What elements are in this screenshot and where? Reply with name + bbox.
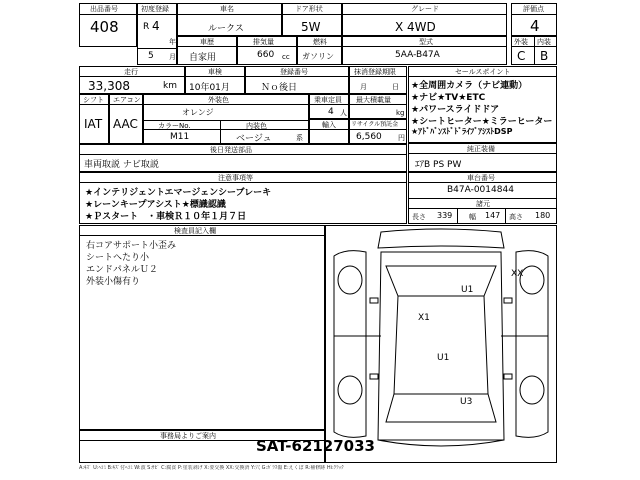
int-color-suffix: 系 [296, 134, 303, 142]
inspection-date: 10年01月 [189, 83, 230, 93]
color-label: 外装色 [208, 96, 229, 104]
capacity-unit: 人 [340, 109, 347, 117]
ac-box [109, 94, 143, 144]
score: 4 [530, 17, 540, 35]
recycle-amount: 6,560 [356, 132, 382, 142]
lot-label: 出品番号 [90, 5, 118, 13]
shift-box [79, 94, 109, 144]
sat-code: SAT-62127033 [256, 437, 375, 455]
usage-box [177, 36, 237, 65]
equipment-box [408, 143, 557, 172]
notes-box [79, 172, 407, 224]
inspector-item: エンドパネルＵ２ [86, 265, 158, 275]
interior-score: B [540, 49, 549, 63]
ac: AAC [113, 117, 138, 131]
usage: 自家用 [189, 53, 217, 63]
load-label: 最大積載量 [356, 96, 391, 104]
plate-box [245, 66, 349, 94]
equipment: ｴｱB PS PW [415, 160, 462, 170]
plate: Ｎｏ後日 [261, 83, 298, 93]
shift: IAT [84, 117, 103, 131]
color-no-label: カラーNo. [158, 122, 191, 130]
displacement: 660 [257, 50, 275, 60]
sales-points-label: セールスポイント [455, 68, 511, 76]
legend-line: A:ｷｽﾞ U:ﾍｺﾐ B:ｷｽﾞ付ﾍｺﾐ W:波 S:ｻﾋﾞ C:腐食 P:塗装剥げ X:要交換 XX:交換済 Y:穴 G:ｶﾞﾗｽ傷 E:えくぼ R:補修跡 Hi:ｸﾗｯｸ [79, 465, 344, 471]
doors-label: ドア形状 [295, 5, 323, 13]
first-reg-year: 4 [152, 19, 160, 33]
int-color-label: 内装色 [246, 122, 267, 130]
inspector-label: 検査員記入欄 [174, 227, 216, 235]
load-unit: kg [396, 109, 405, 117]
car-diagram [326, 226, 556, 462]
shift-label: シフト [83, 96, 104, 104]
car-diagram-box [325, 225, 557, 463]
roof-outline [394, 296, 488, 394]
frame-box [408, 172, 557, 224]
import-box [309, 119, 349, 144]
inspection-label: 車検 [208, 68, 222, 76]
first-reg-month: 5 [148, 51, 154, 61]
ext-int-box [511, 36, 557, 65]
doors: 5W [301, 20, 321, 34]
inspector-list [86, 238, 322, 286]
dereg-day: 日 [392, 83, 399, 91]
wheel-front-left [338, 266, 362, 294]
length-label: 長さ [412, 213, 426, 221]
inspector-item: 外装小傷有り [86, 277, 141, 287]
car-name: ルークス [208, 24, 244, 34]
int-color: ベージュ [236, 134, 272, 144]
wheel-front-right [520, 266, 544, 294]
notes-label: 注意事項等 [218, 174, 253, 182]
displacement-unit: cc [282, 53, 290, 61]
width: 147 [485, 211, 501, 220]
notes-list [85, 185, 405, 221]
left-side-outline [334, 251, 366, 438]
delivery-box [79, 144, 407, 172]
car-name-label: 車名 [220, 5, 234, 13]
color-no: M11 [170, 132, 190, 142]
lot-number: 408 [90, 18, 119, 36]
model-label: 型式 [419, 38, 433, 46]
mark-x1: X1 [418, 313, 430, 323]
score-label: 評価点 [523, 5, 544, 13]
inspection-box [185, 66, 245, 94]
front-bumper-outline [378, 229, 504, 248]
capacity-label: 乗車定員 [314, 96, 342, 104]
mark-u3: U3 [460, 397, 473, 407]
sales-points-box [408, 66, 557, 143]
mark-u1-top: U1 [461, 285, 474, 295]
inspector-box [79, 225, 325, 430]
sales-point: ★全周囲カメラ（ナビ連動） [411, 81, 528, 91]
grade-box [342, 3, 507, 36]
delivery-text: 車両取説 ナビ取説 [84, 160, 159, 170]
sales-point: ★シートヒーター★ミラーヒーター [411, 117, 553, 127]
score-box [511, 3, 557, 36]
first-reg-box [137, 3, 177, 65]
grade: X 4WD [395, 20, 436, 34]
interior-label: 内装 [537, 38, 551, 46]
mark-u1-mid: U1 [437, 353, 450, 363]
mark-xx: XX [511, 269, 524, 279]
dims-label: 諸元 [476, 200, 490, 208]
delivery-label: 後日発送部品 [210, 146, 252, 154]
usage-label: 車歴 [200, 38, 214, 46]
note-item: ★インテリジェントエマージェンシーブレーキ [85, 188, 272, 198]
model-box [342, 36, 507, 65]
equipment-label: 純正装備 [467, 145, 495, 153]
plate-label: 登録番号 [280, 68, 308, 76]
capacity-box [309, 94, 349, 119]
exterior-score: C [517, 49, 526, 63]
dereg-month: 月 [360, 83, 367, 91]
note-item: ★Ｐスタート ・車検Ｒ１０年１月７日 [85, 212, 247, 222]
sales-points-list [411, 78, 556, 138]
wheel-rear-left [338, 376, 362, 404]
sales-point: ★パワースライドドア [411, 105, 500, 115]
displacement-label: 排気量 [253, 38, 274, 46]
doors-box [282, 3, 342, 36]
capacity: 4 [328, 107, 334, 117]
mileage-label: 走行 [124, 68, 138, 76]
mileage-unit: km [163, 81, 177, 91]
frame-label: 車台番号 [467, 174, 495, 182]
sales-point: ★ナビ★TV★ETC [411, 93, 486, 103]
month-unit: 月 [169, 53, 176, 61]
load-box [349, 94, 407, 119]
era: R [143, 22, 150, 32]
height: 180 [535, 211, 551, 220]
inspector-item: 右コアサポート小歪み [86, 241, 177, 251]
height-label: 高さ [509, 213, 523, 221]
model: 5AA-B47A [395, 50, 440, 60]
inspector-item: シートへたり小 [86, 253, 150, 263]
recycle-box [349, 119, 407, 144]
rear-window-outline [386, 394, 496, 422]
width-label: 幅 [469, 213, 476, 221]
fuel-box [297, 36, 342, 65]
import-label: 輸入 [322, 121, 336, 129]
exterior-label: 外装 [514, 38, 528, 46]
recycle-label: リサイクル預託金 [351, 121, 399, 128]
mileage-box [79, 66, 185, 94]
recycle-unit: 円 [398, 134, 405, 142]
ac-label: エアコン [113, 96, 141, 104]
fuel: ガソリン [302, 52, 334, 61]
mileage: 33,308 [88, 79, 130, 93]
office-label: 事務局よりご案内 [160, 432, 216, 440]
lot-box [79, 3, 137, 47]
note-item: ★レーンキープアシスト★標識認識 [85, 200, 226, 210]
length: 339 [437, 211, 453, 220]
fuel-label: 燃料 [313, 38, 327, 46]
first-reg-label: 初度登録 [141, 5, 169, 13]
color-box [143, 94, 309, 144]
color: オレンジ [182, 108, 214, 117]
dereg-label: 抹消登録期限 [354, 68, 396, 76]
displacement-box [237, 36, 297, 65]
grade-label: グレード [411, 5, 439, 13]
windshield-outline [386, 266, 496, 296]
year-unit: 年 [169, 38, 176, 46]
dereg-box [349, 66, 407, 94]
sales-point: ★ｱﾄﾞﾊﾞﾝｽﾄﾞﾄﾞﾗｲﾌﾞｱｼｽﾄDSP [411, 127, 513, 136]
car-name-box [177, 3, 282, 36]
body-outline [378, 252, 504, 440]
frame-number: B47A-0014844 [447, 185, 514, 195]
wheel-rear-right [520, 376, 544, 404]
